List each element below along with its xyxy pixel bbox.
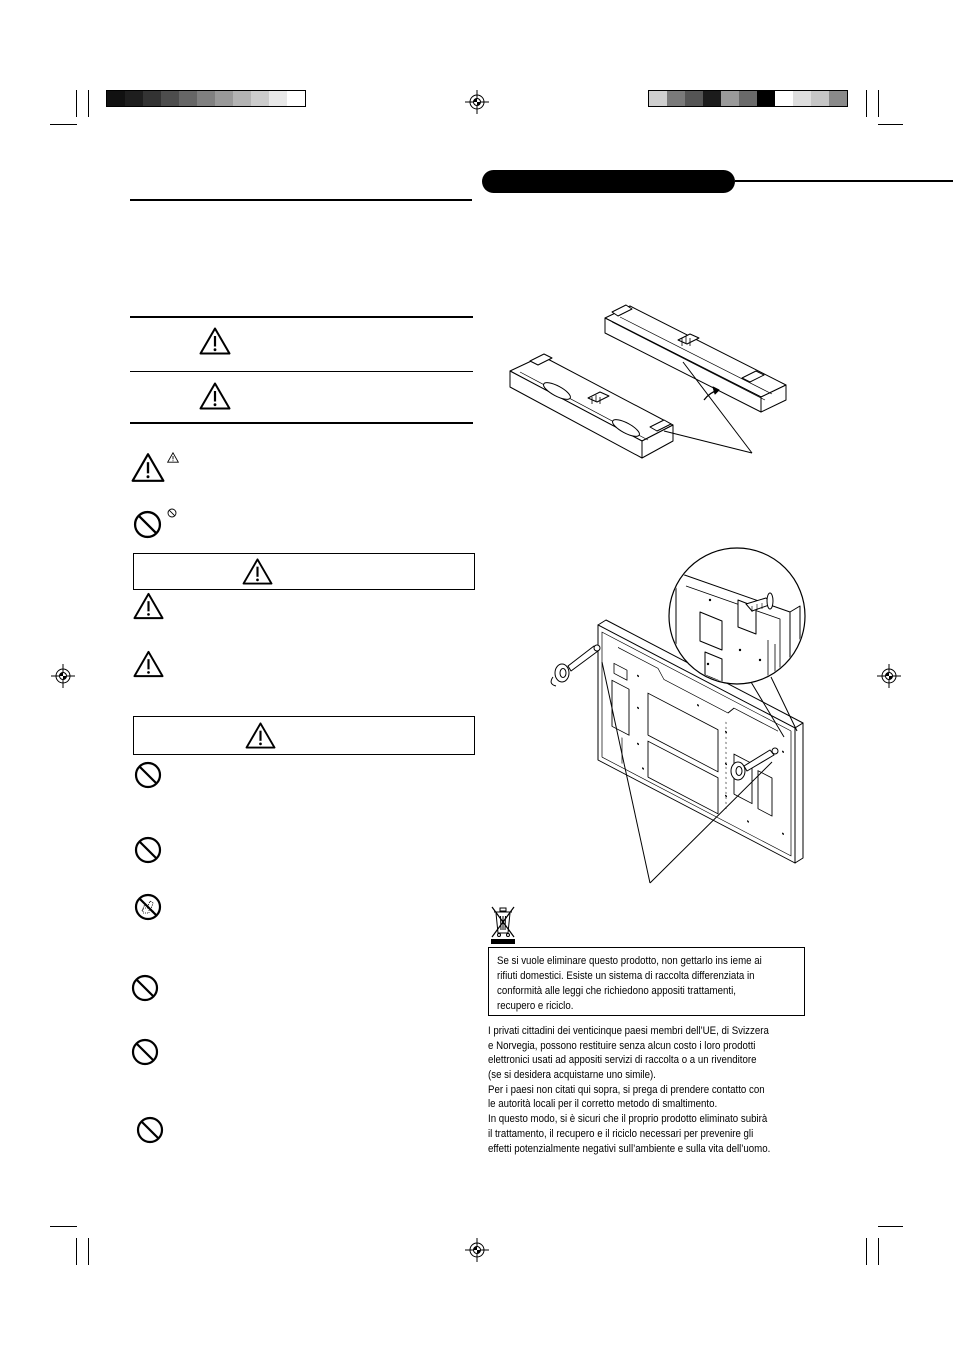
color-swatch <box>179 91 197 106</box>
text-line: effetti potenzialmente negativi sull’ambiente e sulla vita dell’uomo. <box>488 1142 771 1155</box>
prohibition-icon <box>134 836 162 864</box>
prohibition-icon <box>136 1116 164 1144</box>
color-swatch <box>793 91 811 106</box>
screw-left <box>551 645 600 686</box>
disposal-notice-text <box>497 954 762 1014</box>
text-line: le autorità locali per il corretto metodo di smaltimento. <box>488 1098 718 1111</box>
disposal-notice-box <box>488 947 805 1016</box>
color-swatch <box>649 91 667 106</box>
text-line: rifiuti domestici. Esiste un sistema di raccolta differenziata in <box>497 970 755 982</box>
warning-icon <box>245 722 276 749</box>
color-swatch <box>757 91 775 106</box>
color-swatch <box>251 91 269 106</box>
no-disassembly-icon <box>134 893 162 921</box>
warning-icon <box>131 452 165 483</box>
section-heading-rule <box>735 180 953 182</box>
prohibition-icon <box>134 761 162 789</box>
small-warning-icon <box>167 452 179 463</box>
color-swatch <box>829 91 847 106</box>
section-heading-bar <box>482 170 735 193</box>
registration-mark-icon <box>51 664 75 688</box>
prohibition-icon <box>131 1038 159 1066</box>
section-rule <box>130 199 472 201</box>
text-line: e Norvegia, possono restituire senza alcun costo i loro prodotti <box>488 1039 756 1052</box>
color-swatch <box>721 91 739 106</box>
text-line: I privati cittadini dei venticinque paesi membri dell’UE, di Svizzera <box>488 1025 769 1037</box>
stand-piece-front <box>510 354 673 458</box>
caution-heading-box <box>133 716 475 755</box>
color-swatch <box>667 91 685 106</box>
text-line: (se si desidera acquistarne uno simile). <box>488 1069 656 1082</box>
small-prohibition-icon <box>167 508 177 518</box>
color-swatch <box>269 91 287 106</box>
text-line: conformità alle leggi che richiedono appositi trattamenti, <box>497 985 736 997</box>
grayscale-bar-right <box>648 90 848 107</box>
color-swatch <box>215 91 233 106</box>
crossed-out-wheelie-bin-icon <box>488 902 518 946</box>
text-line: elettronici usati ad appositi servizi di raccolta o a un rivenditore <box>488 1054 757 1067</box>
color-swatch <box>233 91 251 106</box>
warning-icon <box>242 558 273 585</box>
color-swatch <box>811 91 829 106</box>
text-line: Se si vuole eliminare questo prodotto, non gettarlo ins ieme ai <box>497 955 762 967</box>
text-line: il trattamento, il recupero e il riciclo necessari per prevenire gli <box>488 1127 754 1140</box>
text-line: Per i paesi non citati qui sopra, si prega di prendere contatto con <box>488 1083 765 1096</box>
panel-mounting-illustration <box>535 545 815 890</box>
table-rule <box>130 316 473 318</box>
registration-mark-icon <box>877 664 901 688</box>
warning-heading-box <box>133 553 475 590</box>
prohibition-icon <box>133 510 162 539</box>
table-rule <box>130 422 473 424</box>
prohibition-icon <box>131 974 159 1002</box>
color-swatch <box>197 91 215 106</box>
stand-piece-rear <box>605 305 786 412</box>
color-swatch <box>685 91 703 106</box>
grayscale-bar-left <box>106 90 306 107</box>
color-swatch <box>703 91 721 106</box>
warning-icon <box>133 592 164 620</box>
registration-mark-icon <box>465 1238 489 1262</box>
registration-mark-icon <box>465 90 489 114</box>
color-swatch <box>775 91 793 106</box>
color-swatch <box>287 91 305 106</box>
warning-icon <box>133 650 164 678</box>
color-swatch <box>739 91 757 106</box>
color-swatch <box>161 91 179 106</box>
text-line: In questo modo, si è sicuri che il proprio prodotto eliminato subirà <box>488 1113 768 1126</box>
color-swatch <box>107 91 125 106</box>
color-swatch <box>143 91 161 106</box>
table-rule <box>130 371 473 372</box>
warning-icon <box>199 382 231 410</box>
warning-icon <box>199 327 231 355</box>
disposal-paragraph <box>488 1024 770 1156</box>
color-swatch <box>125 91 143 106</box>
text-line: recupero e riciclo. <box>497 1000 574 1012</box>
stand-illustration <box>495 295 795 475</box>
